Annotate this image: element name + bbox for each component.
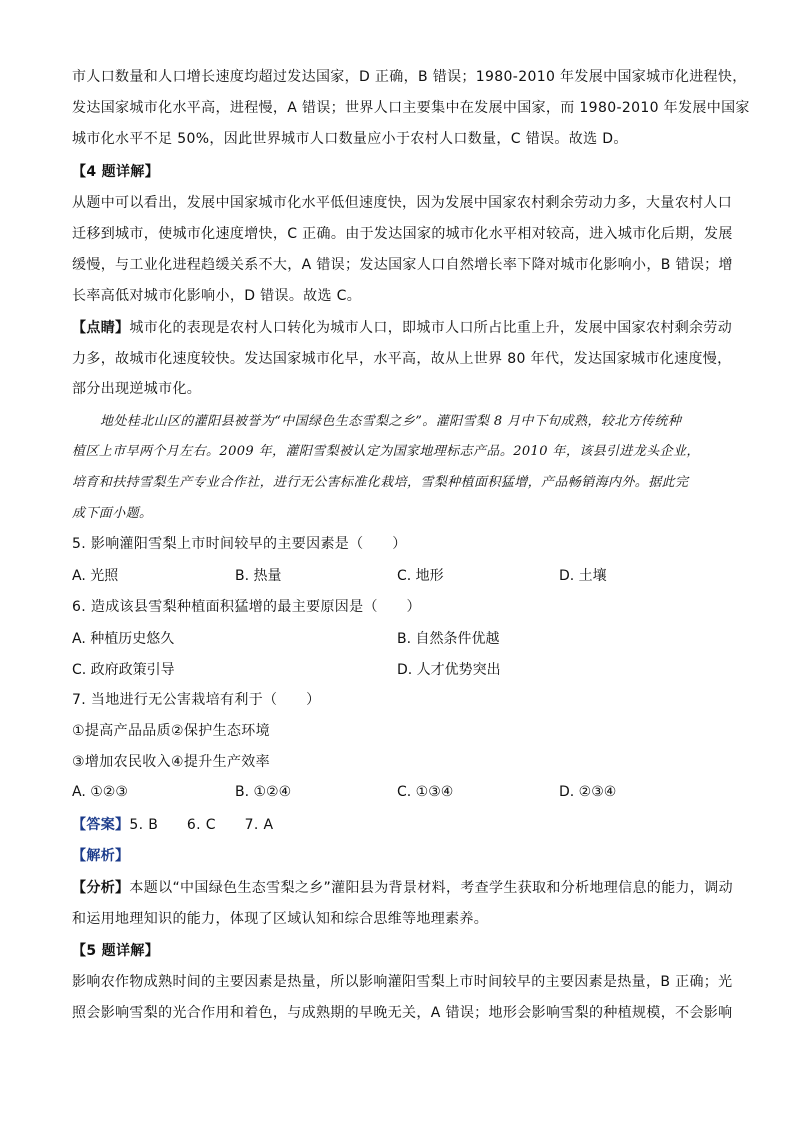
intro-line-3: 城市化水平不足 50%，因此世界城市人口数量应小于农村人口数量，C 错误。故选 D。 [72,131,628,147]
material-line-2: 植区上市早两个月左右。2009 年，灌阳雪梨被认定为国家地理标志产品。2010 年，该县引进龙头企业， [72,444,700,459]
q7-stem: 7. 当地进行无公害栽培有利于（ ） [72,692,321,708]
intro-line-2: 发达国家城市化水平高，进程慢，A 错误；世界人口主要集中在发展中国家，而 1980-2010 年发展中国家 [72,100,750,116]
intro-line-1: 市人口数量和人口增长速度均超过发达国家，D 正确，B 错误；1980-2010 年发展中国家城市化进程快， [72,69,747,85]
fenxi-text-1: 本题以“中国绿色生态雪梨之乡”灌阳县为背景材料，考查学生获取和分析地理信息的能力，调动 [129,880,733,896]
q5-detail-line-2: 照会影响雪梨的光合作用和着色，与成熟期的早晚无关，A 错误；地形会影响雪梨的种植规模，不会影响 [72,1005,733,1021]
dianjing-line-2: 力多，故城市化速度较快。发达国家城市化早，水平高，故从上世界 80 年代，发达国家城市化速度慢， [72,351,732,367]
material-line-3: 培育和扶持雪梨生产专业合作社，进行无公害标准化栽培，雪梨种植面积猛增，产品畅销海内外。据此完 [72,475,689,490]
q7-items-line-2: ③增加农民收入④提升生产效率 [72,754,271,770]
q7-items-line-1: ①提高产品品质②保护生态环境 [72,723,271,739]
q4-line-1: 从题中可以看出，发展中国家城市化水平低但速度快，因为发展中国家农村剩余劳动力多，大量农村人口 [72,195,733,211]
q5-option-d: D. 土壤 [559,568,607,584]
q5-option-c: C. 地形 [397,568,444,584]
q4-line-4: 长率高低对城市化影响小，D 错误。故选 C。 [72,288,362,304]
q6-stem: 6. 造成该县雪梨种植面积猛增的最主要原因是（ ） [72,599,421,615]
q6-option-d: D. 人才优势突出 [397,662,501,678]
q7-options [72,784,722,806]
answer-line [72,810,722,841]
q6-option-b: B. 自然条件优越 [397,631,500,647]
answer-tag: 【答案】 [72,817,130,833]
q5-option-b: B. 热量 [235,568,282,584]
q5-detail-line-1: 影响农作物成熟时间的主要因素是热量，所以影响灌阳雪梨上市时间较早的主要因素是热量，B 正确；光 [72,974,733,990]
fenxi-line-1 [72,873,733,904]
q6-option-a: A. 种植历史悠久 [72,631,175,647]
q6-options-row-1 [72,628,722,650]
q4-line-2: 迁移到城市，使城市化速度增快，C 正确。由于发达国家的城市化水平相对较高，进入城市化后期，发展 [72,226,733,242]
dianjing-tag: 【点睛】 [72,320,130,336]
dianjing-line-1 [72,313,733,344]
dianjing-text-1: 城市化的表现是农村人口转化为城市人口，即城市人口所占比重上升，发展中国家农村剩余劳动 [129,320,733,336]
answer-text: 5. B 6. C 7. A [129,817,274,833]
q5-stem: 5. 影响灌阳雪梨上市时间较早的主要因素是（ ） [72,536,407,552]
q5-heading: 【5 题详解】 [72,943,160,959]
dianjing-line-3: 部分出现逆城市化。 [72,381,202,397]
q5-options [72,565,722,587]
q4-heading: 【4 题详解】 [72,164,160,180]
q7-option-b: B. ①②④ [235,784,292,800]
q6-option-c: C. 政府政策引导 [72,662,175,678]
q6-options-row-2 [72,659,722,681]
q4-line-3: 缓慢，与工业化进程趋缓关系不大，A 错误；发达国家人口自然增长率下降对城市化影响小，B 错误；增 [72,257,733,273]
fenxi-tag: 【分析】 [72,880,130,896]
q7-option-c: C. ①③④ [397,784,454,800]
material-line-1: 地处桂北山区的灌阳县被誉为“中国绿色生态雪梨之乡”。灌阳雪梨 8 月中下旬成熟，较北方传统种 [100,414,682,429]
q7-option-d: D. ②③④ [559,784,617,800]
q7-option-a: A. ①②③ [72,784,128,800]
q5-option-a: A. 光照 [72,568,119,584]
fenxi-line-2: 和运用地理知识的能力，体现了区域认知和综合思维等地理素养。 [72,911,489,927]
jiexi-tag: 【解析】 [72,848,130,864]
material-line-4: 成下面小题。 [72,506,153,521]
